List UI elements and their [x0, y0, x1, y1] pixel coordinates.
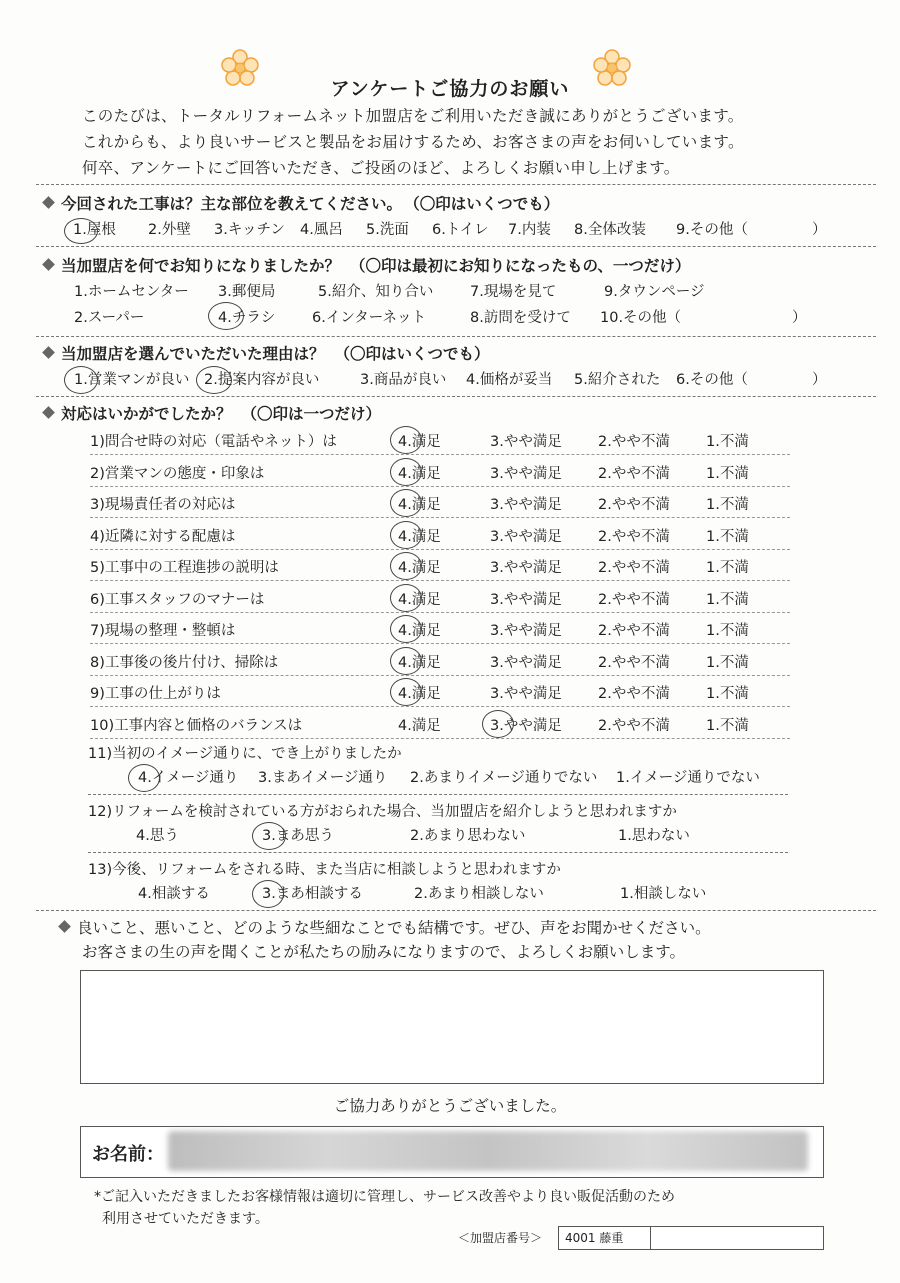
diamond-bullet-icon: [42, 406, 55, 419]
q1-option-7[interactable]: 7.内装: [508, 222, 551, 238]
answer-circle: [482, 710, 514, 738]
divider: [36, 336, 876, 337]
q1-heading: [44, 192, 559, 214]
q2-option-3[interactable]: 3.郵便局: [218, 284, 276, 300]
q2-option-10[interactable]: 10.その他（: [600, 310, 682, 326]
rating-option[interactable]: 1.不満: [706, 528, 749, 545]
comment-prompt-line-1: 良いこと、悪いこと、どのような些細なことでも結構です。ぜひ、声をお聞かせください。: [77, 919, 711, 937]
q1-option-9-close: ）: [812, 222, 827, 238]
rating-question: 9)工事の仕上がりは: [90, 686, 221, 702]
rating-question: 6)工事スタッフのマナーは: [90, 591, 265, 608]
rating-option[interactable]: 4.満足: [398, 465, 441, 482]
rating-option[interactable]: 4.満足: [398, 528, 441, 545]
answer-circle: [208, 302, 244, 330]
q1-option-1[interactable]: 1.屋根: [73, 222, 116, 238]
q11-option-3[interactable]: 3.まあイメージ通り: [258, 770, 388, 786]
rating-row: [90, 458, 790, 487]
rating-option[interactable]: 1.不満: [706, 560, 749, 576]
q3-option-2[interactable]: 2.提案内容が良い: [204, 372, 320, 388]
divider: [88, 852, 788, 853]
q3-heading: [44, 342, 490, 364]
q2-heading: [44, 254, 690, 276]
answer-circle: [390, 615, 422, 643]
rating-option[interactable]: 4.満足: [398, 654, 441, 671]
q1-heading-text: 今回された工事は？主な部位を教えてください。: [61, 195, 403, 213]
q12-options: [0, 824, 900, 848]
rating-option[interactable]: 1.不満: [706, 686, 749, 702]
q1-option-9[interactable]: 9.その他（: [676, 222, 748, 238]
rating-question: 1)問合せ時の対応（電話やネット）は: [90, 434, 337, 450]
q13-options: [0, 882, 900, 906]
q4-note: （〇印は一つだけ）: [241, 405, 382, 423]
rating-option[interactable]: 2.やや不満: [598, 560, 670, 576]
thanks-text: ご協力ありがとうございました。: [333, 1097, 567, 1115]
privacy-note-1: *ご記入いただきましたお客様情報は適切に管理し、サービス改善やより良い販促活動のため: [94, 1189, 675, 1205]
diamond-bullet-icon: [58, 920, 71, 933]
answer-circle: [252, 880, 284, 908]
rating-option[interactable]: 4.満足: [398, 560, 441, 576]
answer-circle: [252, 822, 286, 850]
rating-option[interactable]: 3.やや満足: [490, 591, 562, 608]
q13-option-3[interactable]: 3.まあ相談する: [262, 886, 363, 902]
q2-options: [0, 280, 900, 332]
q4-heading: [44, 402, 381, 424]
store-number-label: ＜加盟店番号＞: [458, 1231, 543, 1245]
rating-row: [90, 647, 790, 676]
q3-option-6-close: ）: [812, 372, 827, 388]
q2-heading-text: 当加盟店を何でお知りになりましたか？: [61, 257, 341, 275]
q2-option-2[interactable]: 2.スーパー: [74, 310, 145, 326]
rating-option[interactable]: 4.満足: [398, 686, 441, 702]
name-label: お名前：: [92, 1144, 164, 1165]
rating-option[interactable]: 1.不満: [706, 434, 749, 450]
q3-heading-text: 当加盟店を選んでいただいた理由は？: [61, 345, 325, 363]
diamond-bullet-icon: [42, 258, 55, 271]
q11-heading: 11)当初のイメージ通りに、でき上がりましたか: [88, 746, 402, 762]
rating-option[interactable]: 1.不満: [706, 465, 749, 482]
q12-option-4[interactable]: 4.思う: [136, 828, 179, 844]
rating-option[interactable]: 3.やや満足: [490, 717, 562, 734]
q3-option-4[interactable]: 4.価格が妥当: [466, 372, 553, 388]
q2-option-4[interactable]: 4.チラシ: [218, 310, 276, 326]
rating-question: 4)近隣に対する配慮は: [90, 528, 236, 545]
rating-option[interactable]: 3.やや満足: [490, 465, 562, 482]
intro-line-3: 何卒、アンケートにご回答いただき、ご投函のほど、よろしくお願い申し上げます。: [82, 159, 680, 177]
rating-option[interactable]: 2.やや不満: [598, 528, 670, 545]
redacted-name: [168, 1131, 808, 1171]
rating-option[interactable]: 2.やや不満: [598, 654, 670, 671]
answer-circle: [390, 678, 422, 706]
q3-note: （〇印はいくつでも）: [334, 345, 490, 363]
divider: [36, 246, 876, 247]
rating-row: [90, 710, 790, 739]
q2-option-5[interactable]: 5.紹介、知り合い: [318, 284, 434, 300]
rating-question: 2)営業マンの態度・印象は: [90, 465, 265, 482]
rating-option[interactable]: 4.満足: [398, 623, 441, 639]
q12-heading: 12)リフォームを検討されている方がおられた場合、当加盟店を紹介しようと思われますか: [88, 804, 677, 820]
rating-option[interactable]: 3.やや満足: [490, 434, 562, 450]
store-number-box: [558, 1226, 824, 1250]
q13-option-2[interactable]: 2.あまり相談しない: [414, 886, 544, 902]
rating-option[interactable]: 3.やや満足: [490, 654, 562, 671]
q2-option-10-close: ）: [792, 310, 807, 326]
comment-textarea[interactable]: [80, 970, 824, 1084]
privacy-note-2: 利用させていただきます。: [102, 1211, 269, 1227]
rating-row: [90, 615, 790, 644]
rating-row: [90, 426, 790, 455]
rating-option[interactable]: 4.満足: [398, 717, 441, 734]
rating-option[interactable]: 3.やや満足: [490, 528, 562, 545]
diamond-bullet-icon: [42, 196, 55, 209]
q11-option-4[interactable]: 4.イメージ通り: [138, 770, 239, 786]
divider: [36, 910, 876, 911]
rating-question: 5)工事中の工程進捗の説明は: [90, 560, 279, 576]
q2-option-8[interactable]: 8.訪問を受けて: [470, 310, 571, 326]
page-title: アンケートご協力のお願い: [330, 78, 570, 100]
rating-question: 10)工事内容と価格のバランスは: [90, 717, 303, 734]
q12-option-2[interactable]: 2.あまり思わない: [410, 828, 526, 844]
q12-option-1[interactable]: 1.思わない: [618, 828, 690, 844]
rating-row: [90, 489, 790, 518]
answer-circle: [390, 521, 422, 549]
q3-options: [0, 368, 900, 392]
q4-heading-text: 対応はいかがでしたか？: [61, 405, 232, 423]
rating-option[interactable]: 4.満足: [398, 434, 441, 450]
rating-row: [90, 678, 790, 707]
rating-option[interactable]: 1.不満: [706, 654, 749, 671]
rating-row: [90, 552, 790, 581]
rating-option[interactable]: 1.不満: [706, 717, 749, 734]
comment-prompt: [60, 916, 711, 938]
rating-option[interactable]: 2.やや不満: [598, 686, 670, 702]
q3-option-3[interactable]: 3.商品が良い: [360, 372, 447, 388]
rating-option[interactable]: 3.やや満足: [490, 497, 562, 513]
rating-option[interactable]: 4.満足: [398, 497, 441, 513]
comment-prompt-line-2: お客さまの生の声を聞くことが私たちの励みになりますので、よろしくお願いします。: [82, 943, 685, 961]
q1-note: （〇印はいくつでも）: [412, 195, 560, 213]
q2-option-9[interactable]: 9.タウンページ: [604, 284, 705, 300]
answer-circle: [64, 218, 98, 244]
rating-option[interactable]: 1.不満: [706, 497, 749, 513]
rating-question: 8)工事後の後片付け、掃除は: [90, 654, 279, 671]
diamond-bullet-icon: [42, 346, 55, 359]
answer-circle: [390, 426, 422, 454]
answer-circle: [390, 584, 422, 612]
rating-option[interactable]: 2.やや不満: [598, 623, 670, 639]
divider: [36, 396, 876, 397]
q1-option-3[interactable]: 3.キッチン: [214, 222, 285, 238]
answer-circle: [390, 647, 422, 675]
rating-option[interactable]: 2.やや不満: [598, 465, 670, 482]
rating-option[interactable]: 2.やや不満: [598, 497, 670, 513]
answer-circle: [64, 366, 98, 394]
divider: [88, 794, 788, 795]
q12-option-3[interactable]: 3.まあ思う: [262, 828, 334, 844]
q11-option-1[interactable]: 1.イメージ通りでない: [616, 770, 760, 786]
rating-option[interactable]: 1.不満: [706, 623, 749, 639]
answer-circle: [128, 764, 160, 792]
intro-line-2: これからも、より良いサービスと製品をお届けするため、お客さまの声をお伺いしています。: [82, 133, 744, 151]
rating-row: [90, 521, 790, 550]
answer-circle: [390, 489, 422, 517]
q13-option-4[interactable]: 4.相談する: [138, 886, 210, 902]
store-code: 4001 藤重: [559, 1227, 651, 1249]
rating-option[interactable]: 2.やや不満: [598, 434, 670, 450]
answer-circle: [390, 552, 422, 580]
q13-option-1[interactable]: 1.相談しない: [620, 886, 707, 902]
q3-option-5[interactable]: 5.紹介された: [574, 372, 661, 388]
q11-option-2[interactable]: 2.あまりイメージ通りでない: [410, 770, 598, 786]
q1-option-6[interactable]: 6.トイレ: [432, 222, 489, 238]
rating-option[interactable]: 2.やや不満: [598, 591, 670, 608]
rating-option[interactable]: 2.やや不満: [598, 717, 670, 734]
rating-option[interactable]: 3.やや満足: [490, 560, 562, 576]
q3-option-6[interactable]: 6.その他（: [676, 372, 748, 388]
q13-heading: 13)今後、リフォームをされる時、また当店に相談しようと思われますか: [88, 862, 561, 878]
answer-circle: [390, 458, 422, 486]
q2-option-1[interactable]: 1.ホームセンター: [74, 284, 189, 300]
q1-option-4[interactable]: 4.風呂: [300, 222, 343, 238]
rating-row: [90, 584, 790, 613]
rating-option[interactable]: 4.満足: [398, 591, 441, 608]
divider: [36, 184, 876, 185]
rating-question: 7)現場の整理・整頓は: [90, 623, 236, 639]
q1-option-2[interactable]: 2.外壁: [148, 222, 191, 238]
q3-option-1[interactable]: 1.営業マンが良い: [74, 372, 190, 388]
intro-line-1: このたびは、トータルリフォームネット加盟店をご利用いただき誠にありがとうございます。: [82, 107, 744, 125]
rating-question: 3)現場責任者の対応は: [90, 497, 236, 513]
answer-circle: [196, 366, 232, 394]
q2-option-7[interactable]: 7.現場を見て: [470, 284, 557, 300]
q1-option-5[interactable]: 5.洗面: [366, 222, 409, 238]
q1-option-8[interactable]: 8.全体改装: [574, 222, 646, 238]
rating-option[interactable]: 3.やや満足: [490, 686, 562, 702]
q2-note: （〇印は最初にお知りになったもの、一つだけ）: [350, 257, 691, 275]
q2-option-6[interactable]: 6.インターネット: [312, 310, 427, 326]
q1-options: [0, 218, 900, 242]
rating-option[interactable]: 1.不満: [706, 591, 749, 608]
rating-option[interactable]: 3.やや満足: [490, 623, 562, 639]
